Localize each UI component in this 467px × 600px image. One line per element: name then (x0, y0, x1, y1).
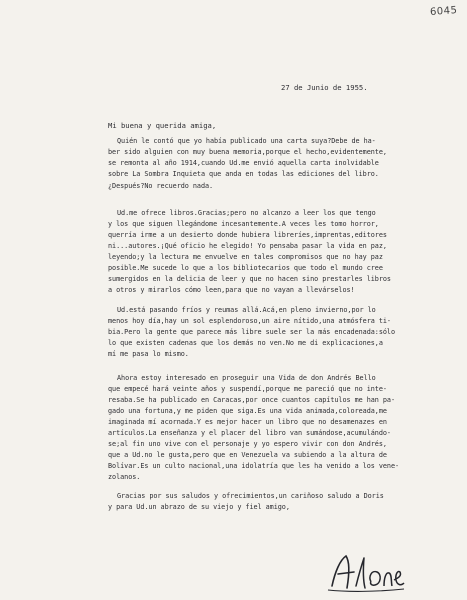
letter-line: Ud.está pasando fríos y reumas allá.Acá,en pleno invierno,por lo (117, 306, 376, 314)
letter-line: querría irme a un desierto donde hubiera libreríes,imprentas,editores (108, 231, 387, 239)
salutation: Mi buena y querida amiga, (108, 121, 217, 130)
letter-date: 27 de Junio de 1955. (281, 83, 368, 92)
archive-number: 6045 (429, 5, 458, 18)
handwritten-signature (326, 552, 406, 594)
letter-line: resaba.Se ha publicado en Caracas,por once cuantos capítulos me han pa- (108, 396, 395, 404)
letter-line: y los que siguen llegándome incesantemente.A veces les tomo horror, (108, 220, 379, 228)
letter-line: se;al fin uno vive con el personaje y yo espero vivir con don Andrés, (108, 440, 387, 448)
letter-line: artículos.La enseñanza y el placer del libro van sumándose,acumulándo- (108, 429, 391, 437)
letter-line: Gracias por sus saludos y ofrecimientos,un cariñoso saludo a Doris (117, 492, 384, 500)
letter-line: Ahora estoy interesado en proseguir una Vida de don Andrés Bello (117, 374, 376, 382)
letter-line: que a Ud.no le gusta,pero que en Venezuela va subiendo a la altura de (108, 451, 387, 459)
letter-line: ni...autores.¡Qué oficio he elegido! Yo pensaba pasar la vida en paz, (108, 242, 387, 250)
letter-line: gado una fortuna,y me piden que siga.Es una vida animada,coloreada,me (108, 407, 387, 415)
letter-line: sobre La Sombra Inquieta que anda en todas las ediciones del libro. (108, 170, 379, 178)
letter-line: y para Ud.un abrazo de su viejo y fiel amigo, (108, 503, 290, 511)
letter-line: se remonta al año 1914,cuando Ud.me envió aquella carta inolvidable (108, 159, 379, 167)
letter-line: Bolívar.Es un culto nacional,una idolatría que les ha venido a los vene- (108, 462, 400, 470)
letter-line: mí me pasa lo mismo. (108, 350, 189, 358)
letter-line: leyendo;y la lectura me envuelve en tales compromisos que no hay paz (108, 253, 383, 261)
letter-line: menos hoy día,hay un sol esplendoroso,un aire nítido,una atmósfera ti- (108, 317, 391, 325)
letter-line: posible.Me sucede lo que a los bibliotecarios que todo el mundo cree (108, 264, 383, 272)
letter-line: zolanos. (108, 473, 141, 481)
letter-line: lo que existen cadenas que los demás no ven.No me di explicaciones,a (108, 339, 383, 347)
letter-line: Ud.me ofrece libros.Gracias;pero no alcanzo a leer los que tengo (117, 209, 376, 217)
letter-line: Quién le contó que yo había publicado una carta suya?Debe de ha- (117, 137, 376, 145)
letter-line: imaginada mí acornada.Y es mejor hacer un libro que no desamenazes en (108, 418, 387, 426)
letter-line: a otros y mirarlos cómo leen,para que no vayan a llevárselos! (108, 286, 355, 294)
letter-line: ¿Después?No recuerdo nada. (108, 182, 214, 190)
letter-line: sumergidos en la delicia de leer y que no hacen sino prestarles libros (108, 275, 391, 283)
letter-line: que empecé hará veinte años y suspendí,porque me pareció que no inte- (108, 385, 387, 393)
letter-line: bia.Pero la gente que parece más libre suele ser la más encadenada:sólo (108, 328, 395, 336)
letter-line: ber sido alguien con muy buena memoria,porque el hecho,evidentemente, (108, 148, 387, 156)
